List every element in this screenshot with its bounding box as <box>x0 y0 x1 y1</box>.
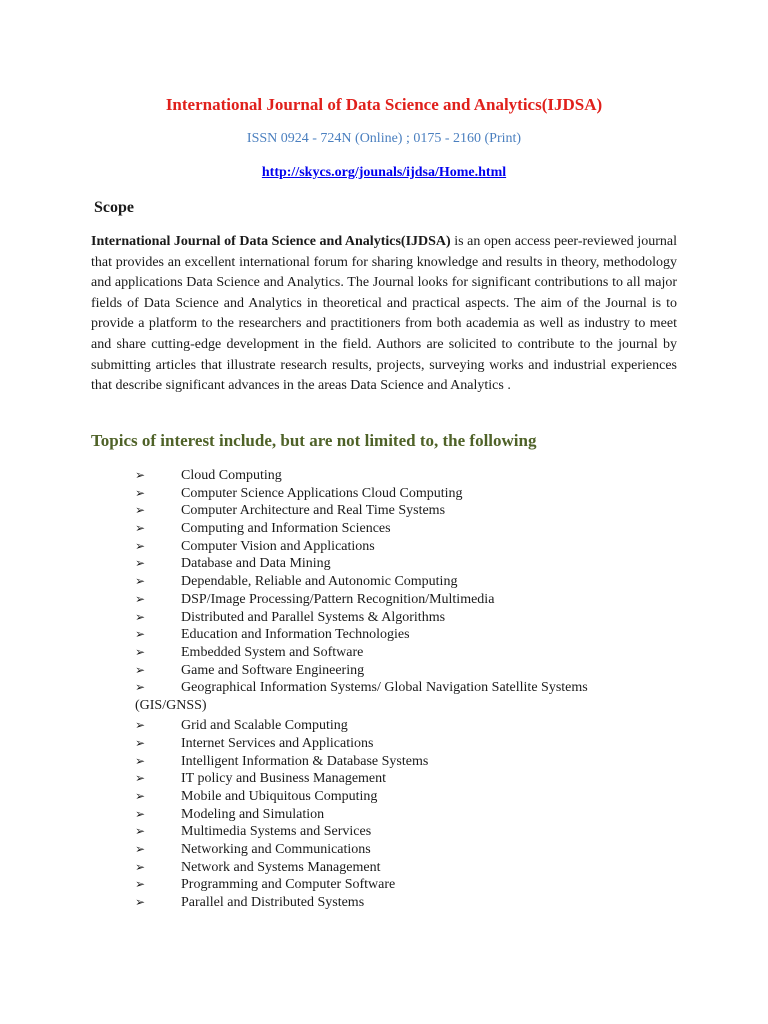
scope-heading: Scope <box>94 199 134 216</box>
list-item <box>0 502 768 520</box>
topic-label: Programming and Computer Software <box>181 877 396 893</box>
arrow-bullet-icon: ➢ <box>135 771 146 786</box>
arrow-bullet-icon: ➢ <box>135 753 146 768</box>
arrow-bullet-icon: ➢ <box>135 627 146 642</box>
topic-label: Internet Services and Applications <box>181 735 374 751</box>
topic-label: Computer Vision and Applications <box>181 538 375 554</box>
topic-label: Mobile and Ubiquitous Computing <box>181 789 378 804</box>
list-item <box>0 753 768 771</box>
list-item <box>0 662 768 680</box>
topics-heading: Topics of interest include, but are not limited to, the following <box>91 431 537 450</box>
arrow-bullet-icon: ➢ <box>135 859 146 874</box>
topic-label: Education and Information Technologies <box>181 627 410 643</box>
arrow-bullet-icon: ➢ <box>135 503 146 518</box>
list-item <box>0 591 768 609</box>
list-item <box>0 788 768 806</box>
list-item <box>0 538 768 556</box>
arrow-bullet-icon: ➢ <box>135 662 146 677</box>
arrow-bullet-icon: ➢ <box>135 789 146 803</box>
topic-label: Computing and Information Sciences <box>181 521 391 537</box>
arrow-bullet-icon: ➢ <box>135 591 146 606</box>
arrow-bullet-icon: ➢ <box>135 556 146 571</box>
topic-label: Computer Science Applications Cloud Computing <box>181 485 463 501</box>
list-item <box>0 573 768 591</box>
scope-body: is an open access peer-reviewed journal that provides an excellent international forum for sharing knowledge and results in theory, methodology and applications Data Science and Analytics. The Journal looks for significant contributions to all major fields of Data Science and Analytics in theoretical and practical aspects. The aim of the Journal is to provide a platform to the researchers and practitioners from both academia as well as industry to meet and share cutting-edge development in the field. Authors are solicited to contribute to the journal by submitting articles that illustrate research results, projects, surveying works and industrial experiences that describe significant advances in the areas Data Science and Analytics . <box>91 234 677 394</box>
topic-label: Networking and Communications <box>181 842 371 858</box>
topic-label: Game and Software Engineering <box>181 662 365 678</box>
arrow-bullet-icon: ➢ <box>135 895 146 910</box>
topic-label: Intelligent Information & Database Systems <box>181 753 429 769</box>
arrow-bullet-icon: ➢ <box>135 680 146 695</box>
list-item <box>0 841 768 859</box>
list-item <box>0 626 768 644</box>
issn-line: ISSN 0924 - 724N (Online) ; 0175 - 2160 (Print) <box>246 131 522 146</box>
topic-label: Grid and Scalable Computing <box>181 718 348 734</box>
arrow-bullet-icon: ➢ <box>135 574 146 589</box>
arrow-bullet-icon: ➢ <box>135 842 146 857</box>
list-item <box>0 770 768 788</box>
topic-label: Network and Systems Management <box>181 859 381 875</box>
journal-title: International Journal of Data Science and Analytics(IJDSA) <box>165 95 603 114</box>
arrow-bullet-icon: ➢ <box>135 468 146 482</box>
scope-paragraph <box>91 232 677 397</box>
topic-label: IT policy and Business Management <box>181 771 387 787</box>
topic-label: Multimedia Systems and Services <box>181 824 372 840</box>
list-item <box>0 806 768 824</box>
scope-lead-bold: International Journal of Data Science and Analytics(IJDSA) <box>91 234 451 249</box>
topic-label: Cloud Computing <box>181 468 282 483</box>
list-item <box>0 894 768 912</box>
list-item <box>0 717 768 735</box>
topic-label: Distributed and Parallel Systems & Algorithms <box>181 609 446 625</box>
list-item <box>0 485 768 503</box>
arrow-bullet-icon: ➢ <box>135 609 146 624</box>
list-item <box>0 467 768 485</box>
list-item <box>0 823 768 841</box>
list-item <box>0 876 768 894</box>
arrow-bullet-icon: ➢ <box>135 485 146 500</box>
topics-list <box>0 467 768 912</box>
list-item <box>0 644 768 662</box>
journal-url-link[interactable]: http://skycs.org/jounals/ijdsa/Home.html <box>261 165 507 180</box>
arrow-bullet-icon: ➢ <box>135 521 146 536</box>
topic-label: Dependable, Reliable and Autonomic Computing <box>181 574 458 590</box>
arrow-bullet-icon: ➢ <box>135 806 146 821</box>
list-item <box>0 520 768 538</box>
list-item <box>0 679 768 717</box>
arrow-bullet-icon: ➢ <box>135 824 146 839</box>
arrow-bullet-icon: ➢ <box>135 644 146 659</box>
list-item <box>0 735 768 753</box>
list-item <box>0 609 768 627</box>
topic-label: Database and Data Mining <box>181 556 331 572</box>
arrow-bullet-icon: ➢ <box>135 718 146 733</box>
topic-label: Embedded System and Software <box>181 644 364 660</box>
arrow-bullet-icon: ➢ <box>135 538 146 553</box>
topic-label-continuation: (GIS/GNSS) <box>135 698 207 714</box>
journal-url-line <box>0 164 768 182</box>
list-item <box>0 555 768 573</box>
topic-label: Computer Architecture and Real Time Systems <box>181 503 446 519</box>
list-item <box>0 859 768 877</box>
arrow-bullet-icon: ➢ <box>135 735 146 750</box>
topic-label: Parallel and Distributed Systems <box>181 895 365 911</box>
topic-label: DSP/Image Processing/Pattern Recognition/Multimedia <box>181 591 495 607</box>
topic-label: Modeling and Simulation <box>181 806 325 822</box>
arrow-bullet-icon: ➢ <box>135 877 146 892</box>
topic-label: Geographical Information Systems/ Global Navigation Satellite Systems <box>181 680 588 696</box>
